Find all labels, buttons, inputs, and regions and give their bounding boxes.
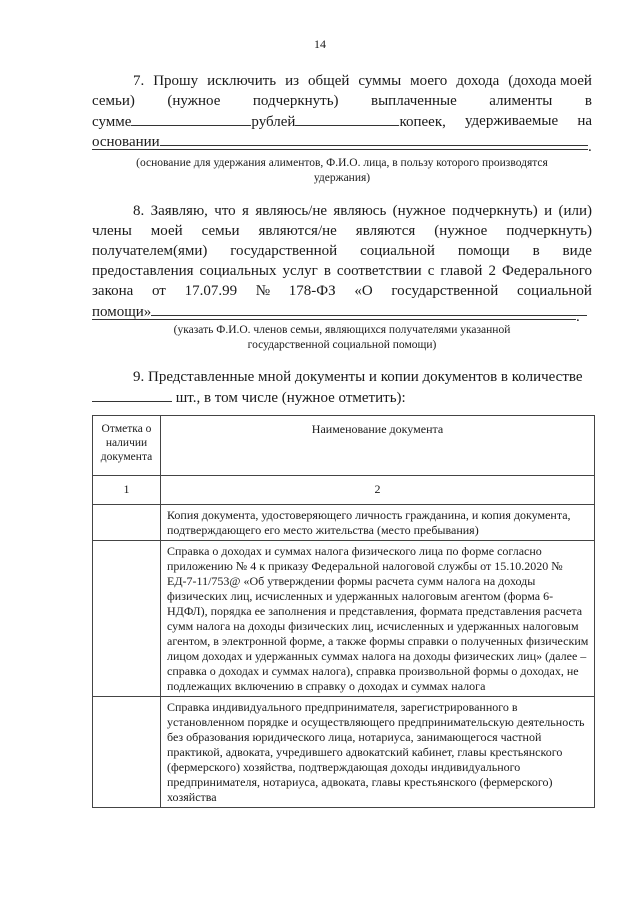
page-number: 14 xyxy=(314,37,326,51)
section8-line6: помощи» xyxy=(92,302,592,321)
section7-end-period: . xyxy=(588,139,592,155)
section7-line2: семьи) (нужное подчеркнуть) выплаченные алименты в xyxy=(92,93,592,109)
documents-table xyxy=(92,415,595,808)
table-row xyxy=(93,697,595,808)
section7-note: (основание для удержания алиментов, Ф.И.О. лица, в пользу которого производятся удержания) xyxy=(136,157,548,184)
table-header-row xyxy=(93,416,595,476)
family-members-field[interactable] xyxy=(151,302,587,316)
section8-line5: закона от 17.07.99 № 178-ФЗ «О государственной социальной xyxy=(92,283,592,299)
section9-line2: шт., в том числе (нужное отметить): xyxy=(92,388,592,407)
document-mark-cell[interactable] xyxy=(93,505,161,541)
amount-kopecks-field[interactable] xyxy=(295,112,399,126)
amount-rubles-field[interactable] xyxy=(131,112,251,126)
section7-line1: 7. Прошу исключить из общей суммы моего дохода (дохода моей xyxy=(133,73,592,89)
table-number-row xyxy=(93,476,595,505)
table-row xyxy=(93,541,595,697)
table-row xyxy=(93,505,595,541)
alimony-basis-field[interactable] xyxy=(160,132,588,146)
section7-line4: основании xyxy=(92,132,592,151)
section8-line1: 8. Заявляю, что я являюсь/не являюсь (нужное подчеркнуть) и (или) xyxy=(133,203,592,219)
section8-note: (указать Ф.И.О. членов семьи, являющихся получателями указанной государственной социальной помощи) xyxy=(173,324,511,351)
section8-line3: получателем(ями) государственной социальной помощи в виде xyxy=(92,243,592,259)
document-name-cell: Копия документа, удостоверяющего личность гражданина, и копия документа, подтверждающего его место жительства (место пребывания) xyxy=(161,505,595,541)
document-mark-cell[interactable] xyxy=(93,697,161,808)
alimony-basis-field-line2[interactable] xyxy=(92,149,588,150)
header-document-name: Наименование документа xyxy=(161,416,595,476)
column-number-2: 2 xyxy=(161,476,595,505)
section8-line2: члены моей семьи являются/не являются (нужное подчеркнуть) xyxy=(92,223,592,239)
section7-line3: сумме рублей копеек, удерживаемые на xyxy=(92,113,592,130)
header-mark: Отметка о наличии документа xyxy=(93,416,161,476)
document-count-field[interactable] xyxy=(92,388,172,402)
document-name-cell: Справка о доходах и суммах налога физического лица по форме согласно приложению № 4 к приказу Федеральной налоговой службы от 15.10.2020 № ЕД-7-11/753@ «Об утверждении формы расчета сумм налога на доходы физических лиц, исчисленных и удержанных налоговым агентом (форма 6-НДФЛ), порядка ее заполнения и представления, формата представления расчета сумм налога на доходы физических лиц, исчисленных и удержанных налоговым агентом, в электронной форме, а также формы справки о полученных физическим лицом доходах и удержанных суммах налога на доходы физических лиц» (далее – справка о доходах и суммах налога), справка произвольной формы о доходах, не подлежащих включению в справку о доходах и суммах налога xyxy=(161,541,595,697)
family-members-field-line2[interactable] xyxy=(92,319,576,320)
section8-line4: предоставления социальных услуг в соответствии с главой 2 Федерального xyxy=(92,263,592,279)
section9-line1: 9. Представленные мной документы и копии документов в количестве xyxy=(133,369,583,385)
document-mark-cell[interactable] xyxy=(93,541,161,697)
column-number-1: 1 xyxy=(93,476,161,505)
section8-end-period: . xyxy=(576,309,580,325)
document-name-cell: Справка индивидуального предпринимателя, зарегистрированного в установленном порядке и осуществляющего предпринимательскую деятельность без образования юридического лица, нотариуса, занимающегося частной практикой, адвоката, учредившего адвокатский кабинет, главы крестьянского (фермерского) хозяйства, подтверждающая доходы индивидуального предпринимателя, нотариуса, адвоката, главы крестьянского (фермерского) хозяйства xyxy=(161,697,595,808)
